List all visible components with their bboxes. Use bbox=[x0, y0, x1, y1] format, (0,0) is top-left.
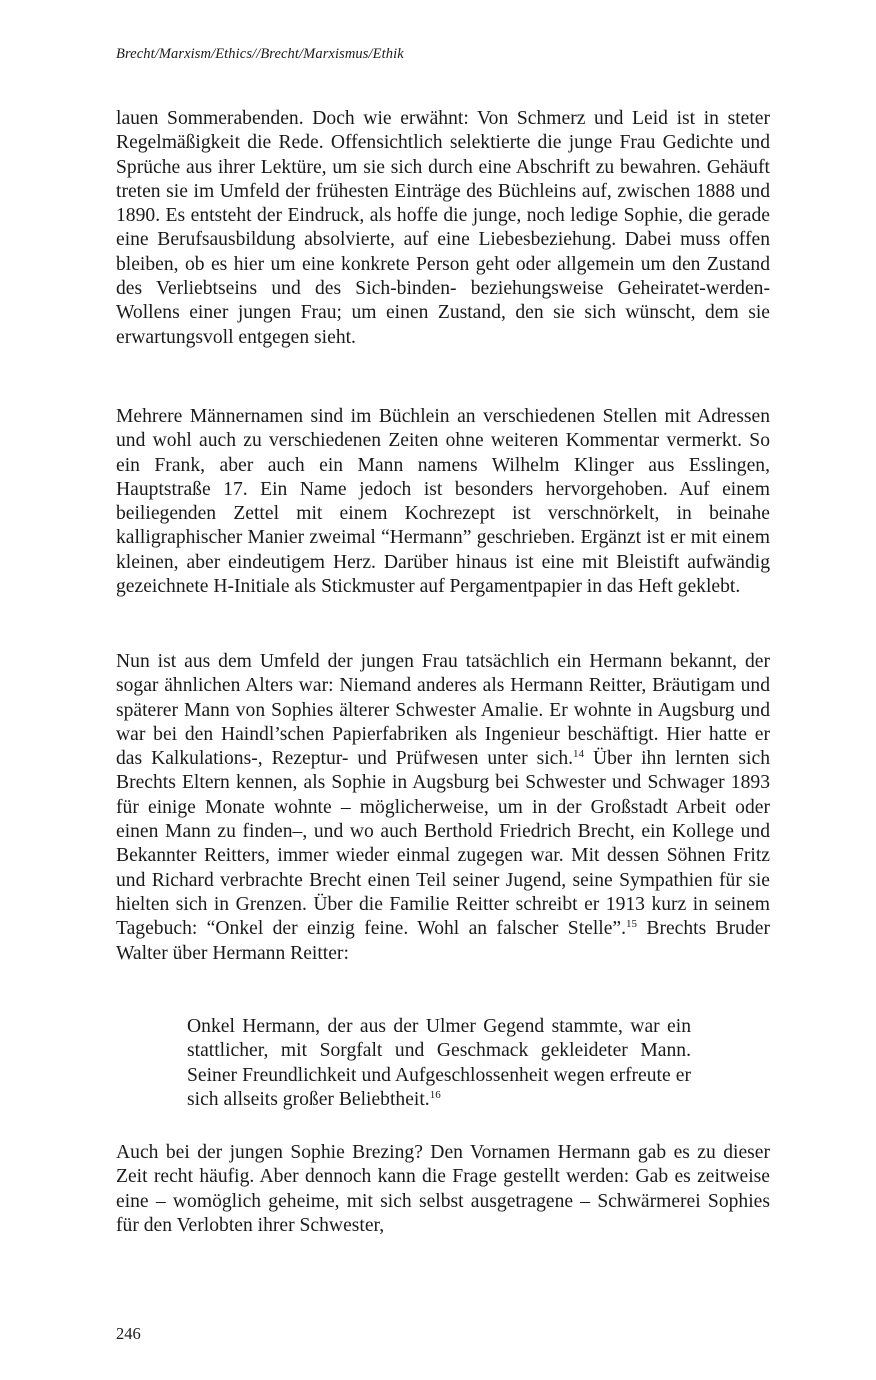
block-quote bbox=[187, 1015, 691, 1112]
paragraph-2 bbox=[116, 405, 770, 599]
paragraph-1 bbox=[116, 107, 770, 350]
page-number: 246 bbox=[116, 1324, 141, 1343]
text-run: Über ihn lernten sich Brechts Eltern kennen, als Sophie in Augsburg bei Schwester und Schwager 1893 für einige Monate wohnte – möglicherweise, um in der Großstadt Arbeit oder einen Mann zu finden–, und wo auch Berthold Friedrich Brecht, ein Kollege und Bekannter Reitters, immer wieder einmal zugegen war. Mit dessen Söhnen Fritz und Richard verbrachte Brecht einen Teil seiner Jugend, seine Sympathien für sie hielten sich in Grenzen. Über die Familie Reitter schreibt er 1913 kurz in seinem Tagebuch: “Onkel der einzig feine. Wohl an falscher Stelle”. bbox=[116, 748, 770, 940]
running-head: Brecht/Marxism/Ethics//Brecht/Marxismus/Ethik bbox=[116, 46, 404, 62]
text-run: Brechts Bruder Walter über Hermann Reitter: bbox=[116, 918, 770, 964]
paragraph-3 bbox=[116, 650, 770, 966]
paragraph-text: Mehrere Männernamen sind im Büchlein an verschiedenen Stellen mit Adressen und wohl auch zu verschiedenen Zeiten ohne weiteren Kommentar vermerkt. So ein Frank, aber auch ein Mann namens Wilhelm Klinger aus Esslingen, Hauptstraße 17. Ein Name jedoch ist besonders hervorgehoben. Auf einem beiliegenden Zettel mit einem Kochrezept ist verschnörkelt, in beinahe kalligraphischer Manier zweimal “Hermann” geschrieben. Ergänzt ist er mit einem kleinen, aber eindeutigem Herz. Darüber hinaus ist eine mit Bleistift aufwändig gezeichnete H-Initiale als Stickmuster auf Pergamentpapier in das Heft geklebt. bbox=[116, 406, 770, 598]
paragraph-text: Auch bei der jungen Sophie Brezing? Den Vornamen Hermann gab es zu dieser Zeit recht häufig. Aber dennoch kann die Frage gestellt werden: Gab es zeitweise eine – womöglich geheime, mit sich selbst ausgetragene – Schwärmerei Sophies für den Verlobten ihrer Schwester, bbox=[116, 1142, 770, 1236]
paragraph-text: lauen Sommerabenden. Doch wie erwähnt: Von Schmerz und Leid ist in steter Regelmäßigkeit die Rede. Offensichtlich selektierte die junge Frau Gedichte und Sprüche aus ihrer Lektüre, um sie sich durch eine Abschrift zu bewahren. Gehäuft treten sie im Umfeld der frühesten Einträge des Büchleins auf, zwischen 1888 und 1890. Es entsteht der Eindruck, als hoffe die junge, noch ledige Sophie, die gerade eine Berufsausbildung absolvierte, auf eine Liebesbeziehung. Dabei muss offen bleiben, ob es hier um eine konkrete Person geht oder allgemein um den Zustand des Verliebtseins und des Sich-binden- beziehungsweise Geheiratet-werden-Wollens einer jungen Frau; um einen Zustand, den sie sich wünscht, dem sie erwartungsvoll entgegen sieht. bbox=[116, 108, 770, 348]
footnote-ref-15: 15 bbox=[626, 918, 638, 931]
footnote-ref-16: 16 bbox=[429, 1088, 441, 1101]
quote-text bbox=[187, 1015, 691, 1112]
paragraph-4 bbox=[116, 1141, 770, 1238]
text-run: Nun ist aus dem Umfeld der jungen Frau tatsächlich ein Hermann bekannt, der sogar ähnlichen Alters war: Niemand anderes als Hermann Reitter, Bräutigam und späterer Mann von Sophies älterer Schwester Amalie. Er wohnte in Augsburg und war bei den Haindl’schen Papierfabriken als Ingenieur beschäftigt. Hier hatte er das Kalkulations-, Rezeptur- und Prüfwesen unter sich. bbox=[116, 651, 770, 770]
paragraph-text bbox=[116, 650, 770, 966]
footnote-ref-14: 14 bbox=[573, 748, 585, 761]
text-run: Onkel Hermann, der aus der Ulmer Gegend stammte, war ein stattlicher, mit Sorgfalt und Geschmack gekleideter Mann. Seiner Freundlichkeit und Aufgeschlossenheit wegen erfreute er sich allseits großer Beliebtheit. bbox=[187, 1016, 691, 1110]
